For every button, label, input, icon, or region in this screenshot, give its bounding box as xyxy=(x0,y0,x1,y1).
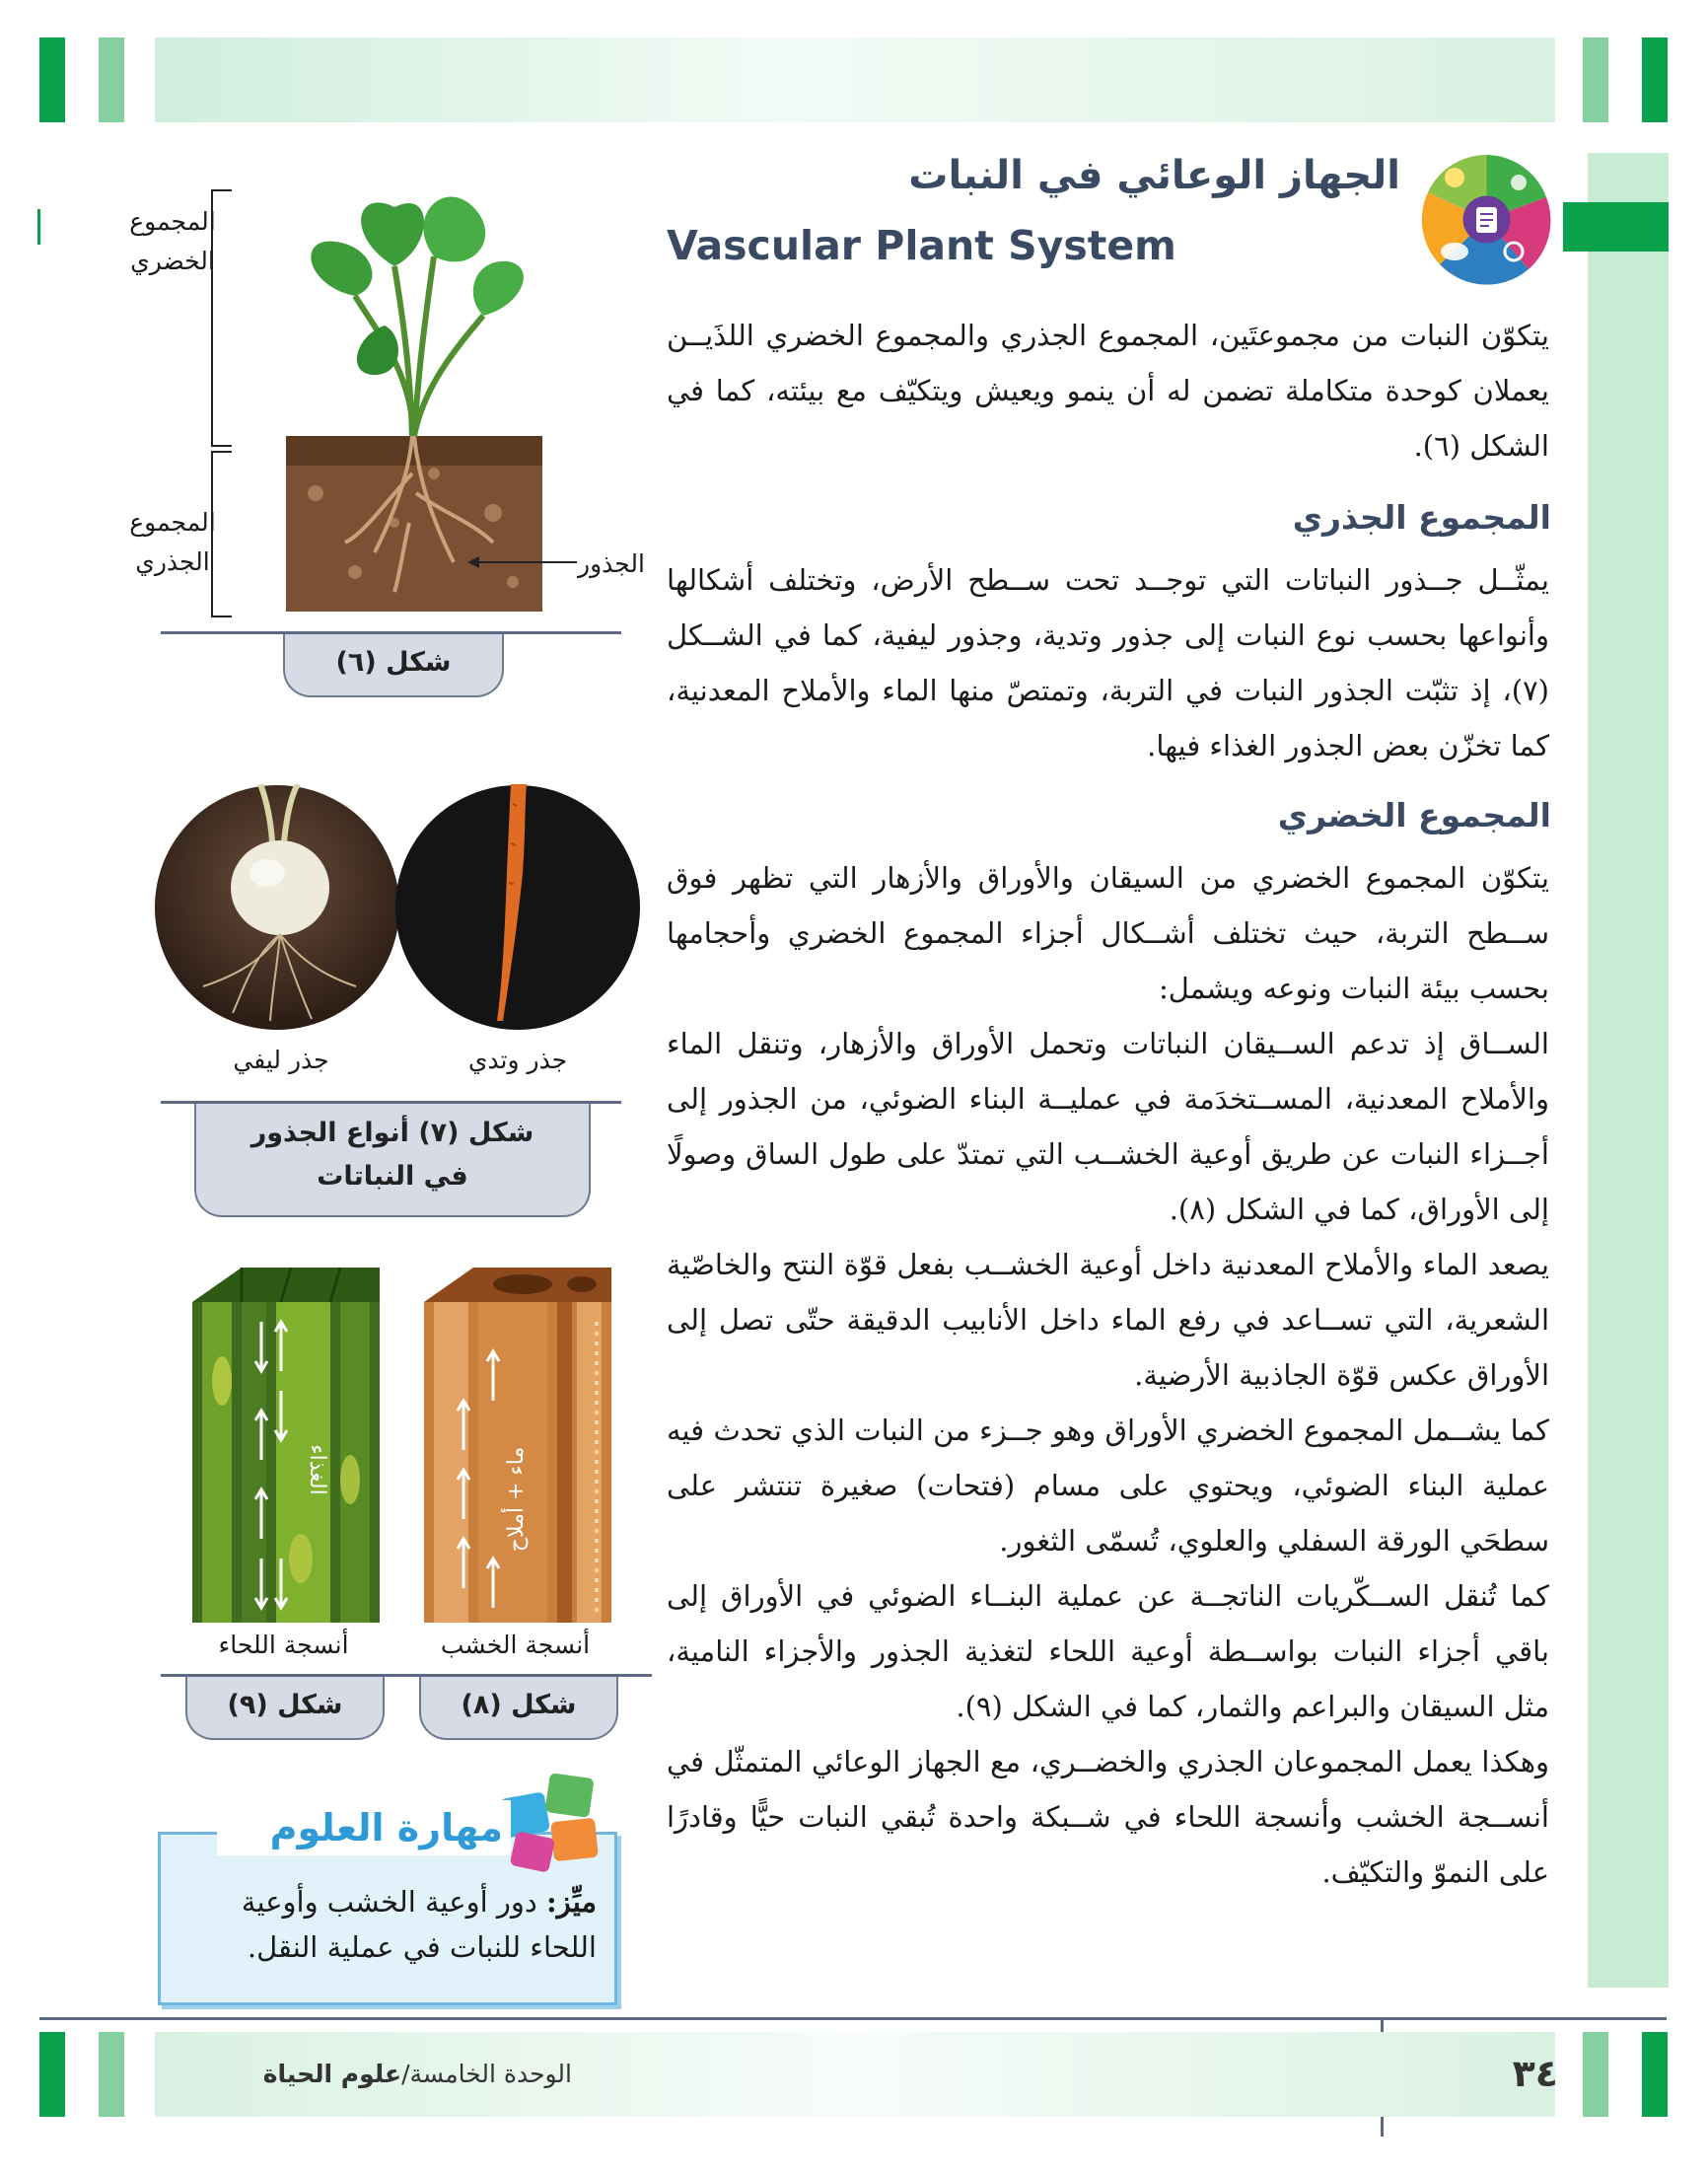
figure-6-caption: شكل (٦) xyxy=(283,634,504,697)
label-phloem-tissue: أنسجة اللحاء xyxy=(218,1631,349,1659)
phloem-tissue-illustration xyxy=(182,1263,390,1628)
figure-6 xyxy=(129,178,661,710)
label-shoot-system: المجموع الخضري xyxy=(129,207,216,275)
root-section-heading: المجموع الجذري xyxy=(1292,498,1551,537)
shoot-paragraph-1: يتكوّن المجموع الخضري من السيقان والأوراق والأزهار التي تظهر فوق ســطح التربة، حيث تختلف أشــكال أجزاء المجموع الخضري وأحجامها بحسب بيئة النبات ونوعه ويشمل: xyxy=(667,861,1549,1005)
header-band xyxy=(155,37,1555,122)
footer-bar-right-1 xyxy=(1583,2032,1608,2117)
skill-box-prompt: ميِّز: xyxy=(546,1885,597,1919)
margin-tick xyxy=(37,209,40,245)
skill-box-body xyxy=(178,1879,597,1970)
xylem-inner-label: ماء + أملاح xyxy=(504,1446,529,1553)
page-number: ٣٤ xyxy=(1512,2052,1558,2095)
roots-arrow-icon xyxy=(463,552,582,572)
label-taproot: جذر وتدي xyxy=(467,1046,568,1074)
label-xylem-tissue: أنسجة الخشب xyxy=(440,1631,591,1659)
figure-7-caption-line2: في النباتات xyxy=(317,1161,468,1192)
shoot-section-heading: المجموع الخضري xyxy=(1277,796,1551,834)
intro-paragraph: يتكوّن النبات من مجموعتَين، المجموع الجذري والمجموع الخضري اللذَيــن يعملان كوحدة متكاملة تضمن له أن ينمو ويعيش ويتكيّف مع بيئته، كما في الشكل (٦). xyxy=(667,319,1549,463)
taproot-photo xyxy=(394,784,641,1031)
figure-7-caption-line1: شكل (٧) أنواع الجذور xyxy=(250,1118,534,1148)
right-margin-strip xyxy=(1588,153,1669,1988)
header-bar-right-2 xyxy=(1642,37,1668,122)
header-bar-right-1 xyxy=(1583,37,1608,122)
label-fibrous-root: جذر ليفي xyxy=(233,1046,329,1074)
label-root-system: المجموع الجذري xyxy=(129,508,216,576)
xylem-tissue-illustration xyxy=(414,1263,621,1628)
label-roots: الجذور xyxy=(578,549,645,578)
footer-rule xyxy=(39,2017,1667,2020)
root-section-paragraph: يمثّــل جــذور النباتات التي توجــد تحت ســطح الأرض، وتختلف أشكالها وأنواعها بحسب نوع النبات إلى جذور وتدية، وجذور ليفية، كما في الشــكل (٧)، إذ تثبّت الجذور النبات في التربة، وتمتصّ منها الماء والأملاح المعدنية، كما تخزّن بعض الجذور الغذاء فيها. xyxy=(667,563,1549,762)
footer-subject: علوم الحياة xyxy=(262,2060,402,2088)
shoot-paragraph-6: وهكذا يعمل المجموعان الجذري والخضــري، مع الجهاز الوعائي المتمثّل في أنســجة الخشب وأنسجة اللحاء في شــبكة واحدة تُبقي النبات حيًّا وقادرًا على النموّ والتكيّف. xyxy=(667,1745,1549,1889)
right-margin-tab xyxy=(1563,202,1669,252)
header-bar-left-1 xyxy=(39,37,65,122)
footer-unit-title xyxy=(158,2055,572,2094)
shoot-paragraph-3: يصعد الماء والأملاح المعدنية داخل أوعية الخشــب بفعل قوّة النتح والخاصّية الشعرية، التي تســاعد في رفع الماء داخل الأنابيب الدقيقة حتّى تصل إلى الأوراق عكس قوّة الجاذبية الأرضية. xyxy=(667,1248,1549,1392)
shoot-paragraph-2: الســاق إذ تدعم الســيقان النباتات وتحمل الأوراق والأزهار، وتنقل الماء والأملاح المعدنية، المســتخدَمة في عمليــة البناء الضوئي، من الجذور إلى أجــزاء النبات عن طريق أوعية الخشــب التي تمتدّ على طول الساق وصولًا إلى الأوراق، كما في الشكل (٨). xyxy=(667,1027,1549,1226)
footer-unit-label: الوحدة الخامسة/ xyxy=(401,2060,572,2088)
figure-9-caption: شكل (٩) xyxy=(185,1677,385,1740)
header-bar-left-2 xyxy=(99,37,124,122)
footer-bar-left-2 xyxy=(99,2032,124,2117)
phloem-inner-label: الغذاء xyxy=(305,1444,329,1495)
skill-box-title: مهارة العلوم xyxy=(217,1800,511,1855)
figure-8-caption: شكل (٨) xyxy=(419,1677,618,1740)
page-title-english: Vascular Plant System xyxy=(667,222,1176,269)
plant-illustration xyxy=(286,178,542,612)
shoot-paragraph-4: كما يشــمل المجموع الخضري الأوراق وهو جــزء من النبات الذي تحدث فيه عملية البناء الضوئي، ويحتوي على مسام (فتحات) صغيرة تنتشر على سطحَي الورقة السفلي والعلوي، تُسمّى الثغور. xyxy=(667,1414,1549,1558)
puzzle-icon xyxy=(493,1766,621,1874)
page-title-arabic: الجهاز الوعائي في النبات xyxy=(908,153,1400,198)
fibrous-root-photo xyxy=(154,784,400,1031)
figure-7-caption xyxy=(194,1104,591,1217)
figure-7 xyxy=(148,779,641,1095)
shoot-paragraph-5: كما تُنقل الســكّريات الناتجــة عن عملية البنــاء الضوئي في الأوراق إلى باقي أجزاء النبات بواســطة أوعية اللحاء لتغذية الجذور والأجزاء النامية، مثل السيقان والبراعم والثمار، كما في الشكل (٩). xyxy=(667,1579,1549,1723)
footer-bar-left-1 xyxy=(39,2032,65,2117)
skill-box-text: دور أوعية الخشب وأوعية اللحاء للنبات في عملية النقل. xyxy=(241,1885,597,1964)
topic-icon xyxy=(1420,153,1553,286)
footer-bar-right-2 xyxy=(1642,2032,1668,2117)
